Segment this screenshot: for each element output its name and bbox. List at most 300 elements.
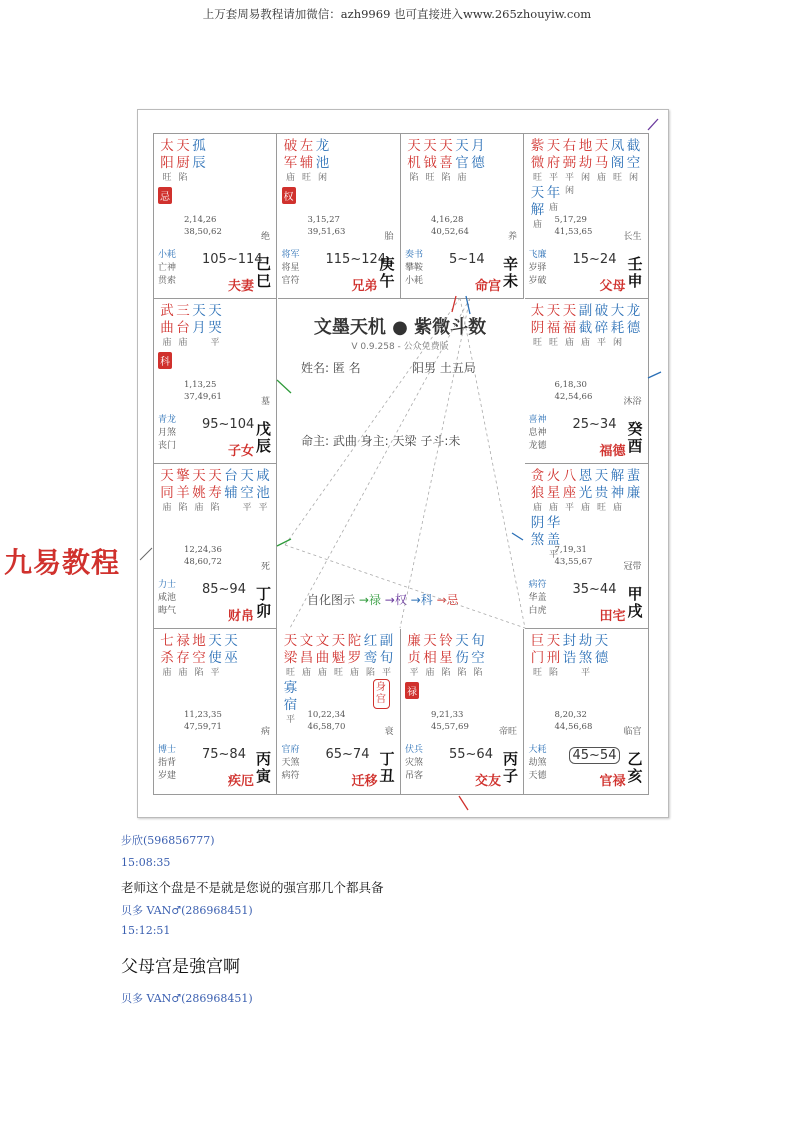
star-brightness: 庙 [301,668,311,678]
star-char: 机 [407,155,421,171]
decade-range: 95~104 [202,417,255,432]
star-brightness: 闲 [317,173,327,183]
changsheng-stage: 长生 [623,232,642,242]
star-char: 紫 [530,138,545,154]
star-char: 八 [562,468,577,484]
star-char: 阴 [530,515,545,531]
chat-name: 贝多 VAN♂(286968451) [121,904,253,917]
age-line: 7,19,31 [554,545,587,555]
star-char: 天 [594,633,609,649]
star-char: 德 [471,155,485,171]
star-brightness: 旺 [548,338,558,348]
star-char: 副 [379,633,394,649]
age-line: 10,22,34 [307,710,346,720]
stem-branch: 丁丑 [379,750,395,785]
arrow-lu [277,380,291,393]
star-char: 阁 [610,155,625,171]
star-char: 天 [331,633,346,649]
star-brightness: 平 [381,668,391,678]
star-brightness: 旺 [532,668,542,678]
star-brightness: 平 [548,550,558,560]
star-char: 天 [407,138,421,154]
star-brightness: 陷 [210,503,220,513]
star-brightness: 旺 [425,173,435,183]
star-brightness: 闲 [564,186,574,196]
star-brightness: 陷 [548,668,558,678]
star-char: 微 [530,155,545,171]
star-brightness: 陷 [194,668,204,678]
star-brightness: 平 [210,338,220,348]
jiangqian-star: 龙德 [528,441,547,451]
star-char: 破 [594,303,609,319]
star-char: 曲 [160,320,174,336]
page-header: 上万套周易教程请加微信：azh9969 也可直接进入www.265zhouyiw.com [202,7,592,21]
changsheng-stage: 衰 [384,727,394,737]
star-char: 耗 [610,320,625,336]
star-char: 碎 [594,320,609,336]
star-char: 右 [562,138,577,154]
stem-branch: 丙寅 [256,750,272,785]
stem-branch: 戊辰 [256,420,272,455]
star-char: 天 [224,633,238,649]
star-brightness: 庙 [532,503,542,513]
decade-range: 15~24 [572,252,617,267]
star-char: 擎 [176,468,190,484]
age-line: 44,56,68 [554,722,593,732]
star-brightness: 庙 [349,668,359,678]
palace-name: 交友 [474,774,501,789]
star-char: 天 [546,138,561,154]
chart-version: V 0.9.258 - 公众免费版 [351,342,449,352]
star-char: 红 [363,633,378,649]
sihua-tag: 禄 [405,682,419,699]
hua-lu: 禄 [368,593,381,607]
star-char: 煞 [578,650,593,666]
star-brightness: 平 [258,503,268,513]
hua-ke: 科 [420,593,433,607]
stem-branch: 壬申 [627,255,643,290]
decade-range: 5~14 [449,252,485,267]
star-char: 池 [315,155,330,171]
hua-ji: 忌 [446,593,459,607]
decade-range: 55~64 [449,747,493,762]
star-char: 府 [546,155,561,171]
star-char: 月 [471,138,485,154]
star-char: 天 [283,633,298,649]
hua-quan: 权 [394,593,407,607]
star-char: 曲 [315,650,330,666]
star-char: 巨 [530,633,545,649]
sihua-tag: 权 [282,187,296,204]
suiqian-star: 攀鞍 [405,263,424,273]
chat-name: 步欣(596856777) [121,834,215,847]
age-line: 48,60,72 [184,557,222,567]
star-char: 天 [240,468,254,484]
changsheng-stage: 帝旺 [498,727,517,737]
star-brightness: 庙 [425,668,435,678]
star-brightness: 庙 [178,338,188,348]
star-brightness: 旺 [532,173,542,183]
star-char: 龙 [315,138,330,154]
star-char: 陀 [347,633,362,649]
star-char: 月 [192,320,206,336]
suiqian-star: 华盖 [528,593,547,603]
star-char: 太 [530,303,545,319]
star-brightness: 庙 [317,668,327,678]
star-char: 罗 [347,650,362,666]
star-brightness: 平 [285,715,295,725]
star-char: 诰 [562,650,577,666]
sihua-tag: 忌 [158,187,172,204]
age-line: 37,49,61 [184,392,222,402]
star-char: 同 [160,485,174,501]
star-char: 辅 [299,155,314,171]
star-char: 廉 [626,485,641,501]
age-line: 8,20,32 [554,710,587,720]
age-line: 40,52,64 [431,227,469,237]
age-line: 42,54,66 [554,392,593,402]
palace-name: 疾厄 [227,774,254,789]
chat-big: 父母宫是強宫啊 [121,957,240,977]
star-char: 寡 [283,680,298,696]
hua-legend: 自化图示 →禄 →权 →科 →忌 [307,593,459,607]
master-line: 命主: 武曲 身主: 天梁 子斗:未 [301,434,461,448]
star-brightness: 陷 [409,173,419,183]
jiangqian-star: 小耗 [405,276,424,286]
age-line: 4,16,28 [431,215,464,225]
star-char: 喜 [439,155,453,171]
brand-watermark: 九易教程 [4,546,121,579]
jiangqian-star: 病符 [281,771,300,781]
age-line: 39,51,63 [307,227,346,237]
chat-time: 15:12:51 [121,924,171,937]
star-char: 天 [423,633,437,649]
body-palace-tag: 身宫 [373,679,390,709]
stem-branch: 甲戌 [627,585,643,620]
star-char: 杀 [160,650,174,666]
star-brightness: 庙 [162,503,172,513]
changsheng-stage: 胎 [384,232,394,242]
stem-branch: 己巳 [256,255,272,290]
star-brightness: 闲 [628,173,638,183]
star-char: 贞 [407,650,421,666]
stem-branch: 庚午 [379,255,395,290]
star-char: 铃 [439,633,453,649]
decade-range: 115~124 [325,252,387,267]
decade-range: 25~34 [572,417,617,432]
star-char: 阳 [160,155,174,171]
star-brightness: 闲 [580,173,590,183]
boshi-star: 病符 [528,580,547,590]
star-char: 星 [546,485,561,501]
star-char: 地 [192,633,206,649]
star-brightness: 陷 [178,503,188,513]
star-char: 文 [299,633,314,649]
star-brightness: 旺 [162,173,172,183]
star-char: 鸾 [363,650,378,666]
stem-branch: 癸酉 [627,420,643,455]
age-line: 46,58,70 [307,722,346,732]
star-char: 德 [594,650,609,666]
decade-range: 35~44 [572,582,617,597]
boshi-star: 小耗 [158,250,177,260]
star-brightness: 陷 [365,668,375,678]
star-char: 空 [240,485,254,501]
age-line: 41,53,65 [554,227,593,237]
star-char: 伤 [455,650,469,666]
star-brightness: 平 [564,173,574,183]
gender-line: 阳男 土五局 [412,361,476,375]
star-char: 天 [208,468,222,484]
palace-name: 财帛 [227,609,254,624]
star-char: 空 [192,650,206,666]
star-char: 德 [626,320,641,336]
star-char: 宿 [283,697,298,713]
chart-title: 文墨天机 ● 紫微斗数 [313,317,487,338]
star-brightness: 陷 [441,173,451,183]
star-brightness: 庙 [162,668,172,678]
star-brightness: 平 [210,668,220,678]
star-char: 左 [299,138,314,154]
star-char: 巫 [224,650,238,666]
star-brightness: 陷 [441,668,451,678]
star-char: 天 [192,468,206,484]
star-char: 天 [546,303,561,319]
palace-name: 子女 [227,444,254,459]
age-line: 9,21,33 [431,710,464,720]
star-char: 台 [176,320,190,336]
age-line: 12,24,36 [184,545,222,555]
star-char: 天 [192,303,206,319]
changsheng-stage: 沐浴 [623,397,642,407]
jiangqian-star: 官符 [281,276,300,286]
boshi-star: 青龙 [158,415,177,425]
changsheng-stage: 死 [260,562,270,572]
star-char: 辅 [224,485,238,501]
star-char: 武 [160,303,174,319]
star-char: 门 [530,650,545,666]
star-char: 梁 [283,650,298,666]
decade-range: 105~114 [202,252,263,267]
star-char: 年 [546,185,561,201]
changsheng-stage: 墓 [260,397,270,407]
palace-name: 福德 [599,444,626,459]
changsheng-stage: 养 [507,232,517,242]
star-char: 天 [594,468,609,484]
boshi-star: 喜神 [528,415,547,425]
chat-msg: 老师这个盘是不是就是您说的强宫那几个都具备 [121,880,384,895]
decade-range: 65~74 [325,747,370,762]
suiqian-star: 咸池 [158,593,177,603]
star-char: 池 [256,485,270,501]
changsheng-stage: 冠带 [623,562,642,572]
star-char: 旬 [379,650,394,666]
star-brightness: 陷 [178,173,188,183]
star-brightness: 庙 [194,503,204,513]
star-brightness: 闲 [612,338,622,348]
star-brightness: 旺 [532,338,542,348]
star-char: 三 [176,303,190,319]
star-char: 天 [208,633,222,649]
star-char: 火 [546,468,561,484]
suiqian-star: 将星 [281,263,300,273]
boshi-star: 将军 [281,250,300,260]
star-char: 盖 [546,532,561,548]
jiangqian-star: 晦气 [158,606,177,616]
star-char: 煞 [530,532,545,548]
suiqian-star: 息神 [528,428,547,438]
star-char: 空 [471,650,485,666]
star-char: 劫 [578,633,593,649]
star-brightness: 庙 [580,338,590,348]
chat-time: 15:08:35 [121,856,171,869]
suiqian-star: 劫煞 [528,758,547,768]
suiqian-star: 指背 [158,758,177,768]
age-line: 11,23,35 [184,710,222,720]
star-char: 军 [283,155,298,171]
stem-branch: 丙子 [503,750,519,785]
palace-name: 命宫 [474,279,501,294]
star-char: 旬 [471,633,485,649]
jiangqian-star: 丧门 [158,441,177,451]
star-char: 使 [208,650,222,666]
star-char: 凤 [610,138,625,154]
star-char: 地 [578,138,593,154]
star-char: 寿 [208,485,222,501]
boshi-star: 奏书 [405,250,424,260]
palace-name: 夫妻 [227,279,254,294]
age-line: 47,59,71 [184,722,222,732]
star-char: 天 [208,303,222,319]
stem-branch: 丁卯 [256,585,272,620]
star-brightness: 平 [409,668,419,678]
palace-name: 田宅 [599,609,626,624]
boshi-star: 伏兵 [405,745,424,755]
star-brightness: 平 [580,668,590,678]
star-brightness: 平 [596,338,606,348]
star-char: 咸 [256,468,270,484]
star-brightness: 庙 [285,173,295,183]
age-line: 43,55,67 [554,557,593,567]
stem-branch: 辛未 [503,255,519,290]
decade-range: 85~94 [202,582,246,597]
star-char: 蜚 [626,468,641,484]
star-char: 解 [530,202,545,218]
star-char: 羊 [176,485,190,501]
palace-name: 官禄 [599,774,626,789]
star-brightness: 旺 [333,668,343,678]
star-brightness: 平 [564,503,574,513]
boshi-star: 力士 [158,580,177,590]
star-char: 贪 [530,468,545,484]
age-line: 6,18,30 [554,380,587,390]
star-char: 破 [283,138,298,154]
star-char: 廉 [407,633,421,649]
jiangqian-star: 吊客 [405,771,424,781]
star-brightness: 庙 [162,338,172,348]
chat-name: 贝多 VAN♂(286968451) [121,992,253,1005]
palace-name: 兄弟 [351,279,378,294]
star-char: 天 [423,138,437,154]
age-line: 5,17,29 [554,215,587,225]
star-brightness: 旺 [301,173,311,183]
star-brightness: 旺 [596,503,606,513]
star-char: 相 [423,650,437,666]
star-char: 昌 [299,650,314,666]
star-char: 天 [546,633,561,649]
name-line: 姓名: 匿 名 [301,361,361,375]
star-brightness: 平 [548,173,558,183]
star-char: 空 [626,155,641,171]
age-line: 1,13,25 [184,380,217,390]
star-char: 姚 [192,485,206,501]
star-brightness: 庙 [580,503,590,513]
star-char: 天 [455,633,469,649]
star-char: 福 [546,320,561,336]
star-char: 刑 [546,650,561,666]
star-char: 孤 [192,138,206,154]
star-char: 截 [626,138,641,154]
sihua-tag: 科 [158,352,172,369]
star-char: 官 [455,155,469,171]
star-brightness: 庙 [532,220,542,230]
star-char: 厨 [176,155,190,171]
star-char: 天 [530,185,545,201]
jiangqian-star: 天德 [528,771,547,781]
star-brightness: 庙 [564,338,574,348]
star-char: 禄 [176,633,190,649]
star-char: 狼 [530,485,545,501]
star-char: 华 [546,515,561,531]
jiangqian-star: 白虎 [528,606,547,616]
changsheng-stage: 临官 [623,727,642,737]
star-char: 截 [578,320,593,336]
star-char: 阴 [530,320,545,336]
suiqian-star: 月煞 [158,428,177,438]
decade-range: 75~84 [202,747,246,762]
jiangqian-star: 岁建 [158,771,177,781]
star-char: 天 [455,138,469,154]
age-line: 3,15,27 [307,215,340,225]
star-char: 天 [594,138,609,154]
star-char: 副 [578,303,593,319]
star-brightness: 庙 [548,503,558,513]
age-line: 2,14,26 [184,215,217,225]
star-char: 台 [224,468,238,484]
star-brightness: 旺 [612,173,622,183]
star-char: 恩 [578,468,593,484]
star-char: 天 [439,138,453,154]
star-char: 解 [610,468,625,484]
hua-label: 自化图示 [307,593,356,607]
suiqian-star: 天煞 [281,758,300,768]
star-char: 钺 [423,155,437,171]
star-char: 劫 [578,155,593,171]
star-char: 座 [562,485,577,501]
age-line: 45,57,69 [431,722,469,732]
star-brightness: 陷 [473,668,483,678]
star-char: 魁 [331,650,346,666]
changsheng-stage: 病 [260,727,270,737]
star-brightness: 庙 [457,173,467,183]
changsheng-stage: 绝 [260,232,270,242]
star-char: 神 [610,485,625,501]
boshi-star: 官府 [281,745,300,755]
star-char: 哭 [208,320,222,336]
jiangqian-star: 贯索 [158,276,177,286]
star-brightness: 庙 [596,173,606,183]
star-char: 太 [160,138,174,154]
